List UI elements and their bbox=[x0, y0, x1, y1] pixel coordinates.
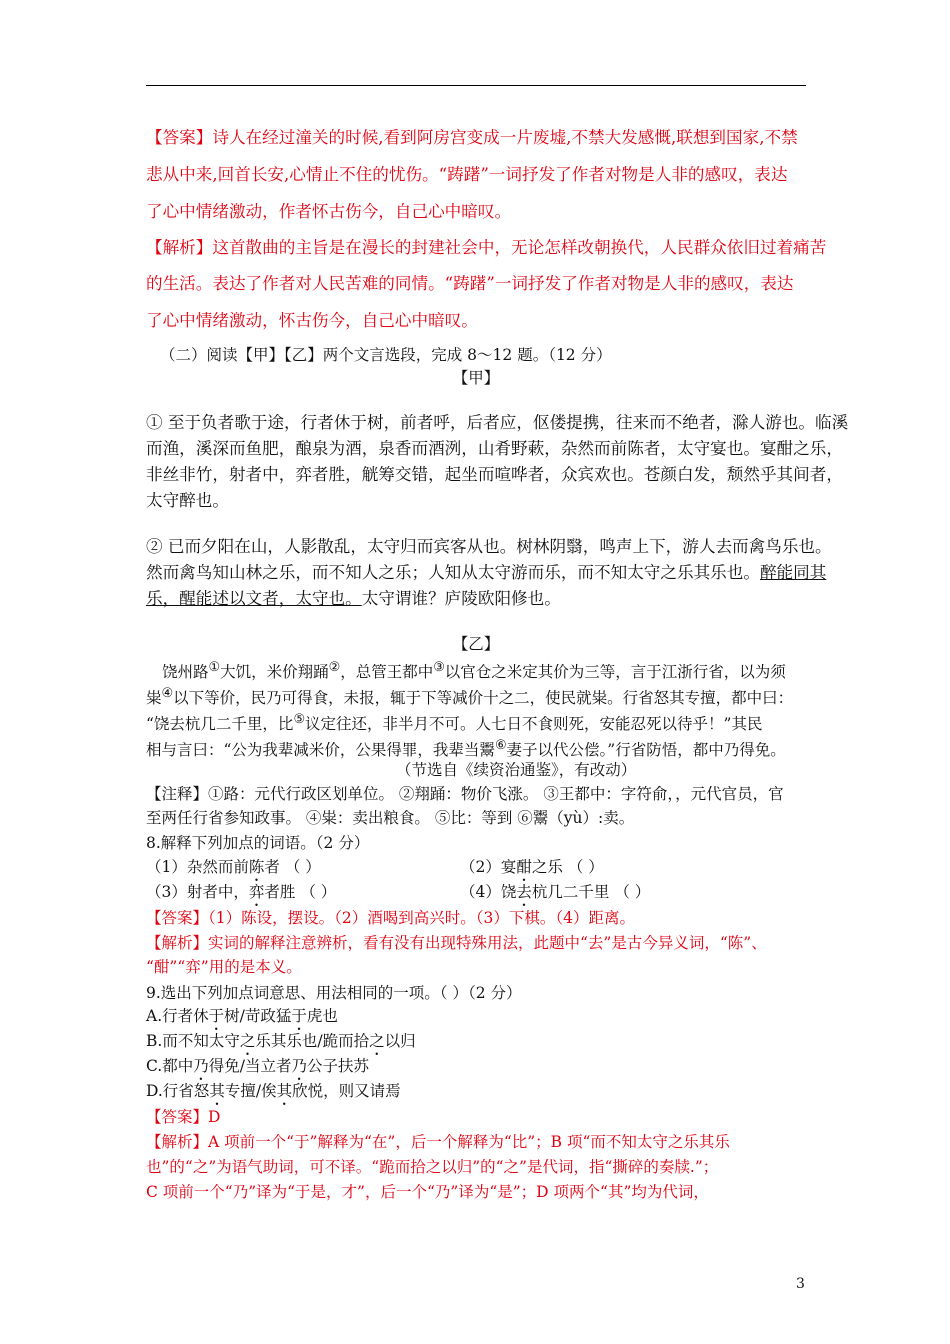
jia-p2-line-2: 然而禽鸟知山林之乐，而不知人之乐；人知从太守游而乐，而不知太守之乐其乐也。醉能同其 bbox=[146, 563, 827, 582]
jia-p1-line-2: 而渔，溪深而鱼肥，酿泉为酒，泉香而酒洌，山肴野蔌，杂然而前陈者，太守宴也。宴酣之乐， bbox=[146, 439, 843, 458]
q8-item-4: （4）饶去杭几二千里 （ ） bbox=[460, 883, 651, 901]
q7-analysis-line-1: 【解析】这首散曲的主旨是在漫长的封建社会中，无论怎样改朝换代，人民群众依旧过着痛苦 bbox=[146, 238, 827, 257]
q7-answer-line-2: 悲从中来,回首长安,心情止不住的忧伤。“踌躇”一词抒发了作者对物是人非的感叹，表达 bbox=[146, 165, 788, 184]
q8-item-2: （2）宴酣之乐 （ ） bbox=[460, 858, 604, 876]
yi-title: 【乙】 bbox=[452, 635, 500, 653]
q9-option-c: C.都中乃得免/当立者乃公子扶苏 bbox=[146, 1057, 370, 1075]
jia-p1-line-1: ① 至于负者歌于途，行者休于树，前者呼，后者应，伛偻提携，往来而不绝者，滁人游也。临溪 bbox=[146, 413, 849, 432]
q8-analysis-line-2: “酣”“弈”用的是本义。 bbox=[146, 958, 302, 976]
yi-note-line-1: 【注释】①路：元代行政区划单位。 ②翔踊：物价飞涨。 ③王都中：字符俞，，元代官员，官 bbox=[146, 785, 784, 803]
yi-line-3: “饶去杭几二千里，比⑤议定往还，非半月不可。人七日不食则死，安能忍死以待乎！”其民 bbox=[146, 712, 763, 734]
jia-p1-line-4: 太守醉也。 bbox=[146, 491, 229, 510]
q7-answer-line-1: 【答案】诗人在经过潼关的时候,看到阿房宫变成一片废墟,不禁大发感慨,联想到国家,不禁 bbox=[146, 128, 798, 147]
header-rule bbox=[146, 85, 806, 86]
q7-analysis-line-3: 了心中情绪激动，怀古伤今，自己心中暗叹。 bbox=[146, 311, 478, 330]
q9-analysis-line-3: C 项前一个“乃”译为“于是，才”，后一个“乃”译为“是”；D 项两个“其”均为代词， bbox=[146, 1183, 709, 1201]
jia-p1-line-3: 非丝非竹，射者中，弈者胜，觥筹交错，起坐而喧哗者，众宾欢也。苍颜白发，颓然乎其间者， bbox=[146, 465, 843, 484]
q7-analysis-line-2: 的生活。表达了作者对人民苦难的同情。“踌躇”一词抒发了作者对物是人非的感叹，表达 bbox=[146, 274, 794, 293]
q9-analysis-line-1: 【解析】A 项前一个“于”解释为“在”，后一个解释为“比”；B 项“而不知太守之乐其乐 bbox=[146, 1133, 730, 1151]
q9-stem: 9.选出下列加点词意思、用法相同的一项。（ ）（2 分） bbox=[146, 984, 522, 1002]
underlined-sentence: 醉能同其 bbox=[759, 563, 827, 582]
yi-source: （节选自《续资治通鉴》，有改动） bbox=[396, 761, 637, 779]
underlined-sentence: 乐，醒能述以文者，太守也。 bbox=[146, 589, 362, 608]
section-intro: （二）阅读【甲】【乙】两个文言选段，完成 8～12 题。（12 分） bbox=[160, 346, 612, 364]
yi-line-1: 饶州路①大饥，米价翔踊②，总管王都中③以官仓之米定其价为三等，言于江浙行省，以为须 bbox=[162, 660, 786, 682]
q8-analysis-line-1: 【解析】实词的解释注意辨析，看有没有出现特殊用法，此题中“去”是古今异义词，“陈”、 bbox=[146, 934, 767, 952]
jia-p2-line-3: 乐，醒能述以文者，太守也。太守谓谁？庐陵欧阳修也。 bbox=[146, 589, 561, 608]
yi-line-4: 相与言曰：“公为我辈减米价，公果得罪，我辈当鬻⑥妻子以代公偿。”行省防悟，都中乃得免。 bbox=[146, 738, 786, 760]
q8-item-1: （1）杂然而前陈者 （ ） bbox=[146, 858, 321, 876]
q8-answer: 【答案】（1）陈设，摆设。（2）酒喝到高兴时。（3）下棋。（4）距离。 bbox=[146, 909, 635, 927]
q9-analysis-line-2: 也”的“之”为语气助词，可不译。“跪而拾之以归”的“之”是代词，指“撕碎的奏牍.”； bbox=[146, 1158, 719, 1176]
q9-answer: 【答案】D bbox=[146, 1108, 221, 1126]
q8-stem: 8.解释下列加点的词语。（2 分） bbox=[146, 834, 370, 852]
q9-option-b: B.而不知太守之乐其乐也/跪而拾之以归 bbox=[146, 1032, 416, 1050]
q7-answer-line-3: 了心中情绪激动，作者怀古伤今，自己心中暗叹。 bbox=[146, 202, 512, 221]
page-number: 3 bbox=[796, 1276, 805, 1292]
jia-title: 【甲】 bbox=[452, 369, 500, 387]
q9-option-a: A.行者休于树/苛政猛于虎也 bbox=[146, 1007, 338, 1025]
yi-note-line-2: 至两任行省参知政事。 ④粜：卖出粮食。 ⑤比：等到 ⑥鬻（yù）:卖。 bbox=[146, 809, 635, 827]
yi-line-2: 粜④以下等价，民乃可得食，未报，辄于下等减价十之二，使民就粜。行省怒其专擅，都中曰： bbox=[146, 686, 794, 708]
q9-option-d: D.行省怒其专擅/俟其欣悦，则又请焉 bbox=[146, 1082, 401, 1100]
q8-item-3: （3）射者中，弈者胜 （ ） bbox=[146, 883, 337, 901]
jia-p2-line-1: ② 已而夕阳在山，人影散乱，太守归而宾客从也。树林阴翳，鸣声上下，游人去而禽鸟乐也。 bbox=[146, 537, 832, 556]
